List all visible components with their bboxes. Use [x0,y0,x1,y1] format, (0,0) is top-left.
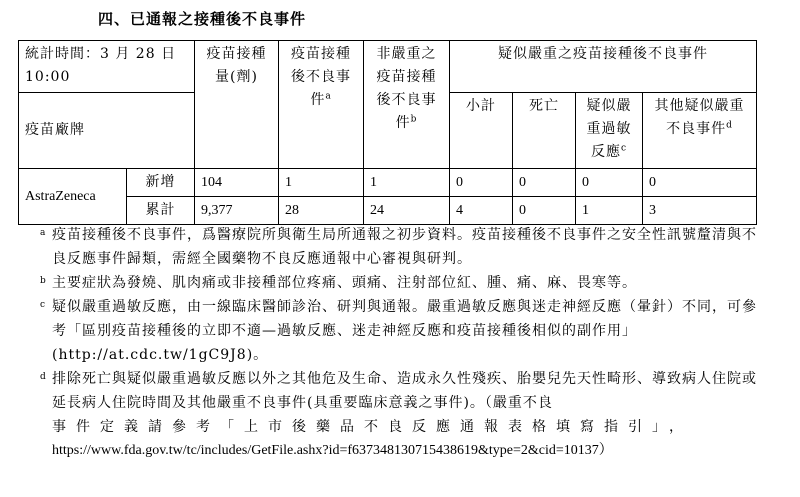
footnote-a [36,223,761,271]
col-nonserious-header [364,41,450,169]
footnote-d [36,367,761,463]
other-cell: 3 [643,197,757,225]
stat-time-cell: 統計時間：3 月 28 日 10:00 [19,41,195,93]
death-cell: 0 [513,197,576,225]
row-label: 新增 [127,169,195,197]
table-row [19,169,757,197]
col-serious-group-header: 疑似嚴重之疫苗接種後不良事件 [450,41,757,93]
ae-cell: 1 [279,169,364,197]
other-cell: 0 [643,169,757,197]
anaphylaxis-cell: 1 [576,197,643,225]
death-cell: 0 [513,169,576,197]
section-heading: 四、已通報之接種後不良事件 [98,10,307,28]
footnote-b-mark: b [40,276,47,286]
nonserious-cell: 24 [364,197,450,225]
footnote-ref-d: d [726,120,733,131]
footnote-b-text: 主要症狀為發燒、肌肉痛或非接種部位疼痛、頭痛、注射部位紅、腫、痛、麻、畏寒等。 [52,275,637,291]
col-doses-header [195,41,279,169]
ae-cell: 28 [279,197,364,225]
footnote-d-url: https://www.fda.gov.tw/tc/includes/GetFile.ashx?id=f637348130715438619&type=2&cid=10137） [52,443,613,458]
col-death-header: 死亡 [513,93,576,169]
footnote-c [36,295,761,367]
nonserious-cell: 1 [364,169,450,197]
col-doses-label: 疫苗接種量(劑) [206,46,267,85]
footnote-ref-a: a [325,91,332,102]
footnotes [36,223,761,463]
footnote-c-text: 疑似嚴重過敏反應，由一線臨床醫師診治、研判與通報。嚴重過敏反應與迷走神經反應（暈針）不同，可參考「區別疫苗接種後的立即不適—過敏反應、迷走神經反應和疫苗接種後相似的副作用」(http://at.cdc.tw/1gC9J8)。 [52,299,757,363]
subtotal-cell: 0 [450,169,513,197]
col-subtotal-header: 小計 [450,93,513,169]
subtotal-cell: 4 [450,197,513,225]
adverse-events-table [18,40,757,225]
col-anaphylaxis-header [576,93,643,169]
footnote-ref-c: c [620,143,628,154]
doses-cell: 104 [195,169,279,197]
table-row [19,197,757,225]
col-anaphylaxis-label: 疑似嚴重過敏反應 [586,98,632,160]
col-ae-header [279,41,364,169]
brand-cell: AstraZeneca [19,169,127,225]
anaphylaxis-cell: 0 [576,169,643,197]
footnote-c-mark: c [40,300,47,310]
col-other-header [643,93,757,169]
footnote-ref-b: b [410,114,418,125]
row-label: 累計 [127,197,195,225]
footnote-d-mark: d [40,372,47,382]
col-ae-label: 疫苗接種後不良事件 [291,46,351,108]
footnote-a-text: 疫苗接種後不良事件，爲醫療院所與衛生局所通報之初步資料。疫苗接種後不良事件之安全性訊號釐清與不良反應事件歸類，需經全國藥物不良反應通報中心審視與研判。 [52,227,757,267]
manufacturer-header: 疫苗廠牌 [19,93,195,169]
footnote-d-text: 排除死亡與疑似嚴重過敏反應以外之其他危及生命、造成永久性殘疾、胎嬰兒先天性畸形、導致病人住院或延長病人住院時間及其他嚴重不良事件(具重要臨床意義之事件)。（嚴重不良 [52,371,757,411]
footnote-a-mark: a [40,228,47,238]
col-nonserious-label: 非嚴重之疫苗接種後不良事件 [376,46,437,131]
col-other-label: 其他疑似嚴重不良事件 [654,98,745,137]
doses-cell: 9,377 [195,197,279,225]
footnote-d-reference: 事件定義請參考「上市後藥品不良反應通報表格填寫指引」， [52,419,693,435]
footnote-b [36,271,761,295]
